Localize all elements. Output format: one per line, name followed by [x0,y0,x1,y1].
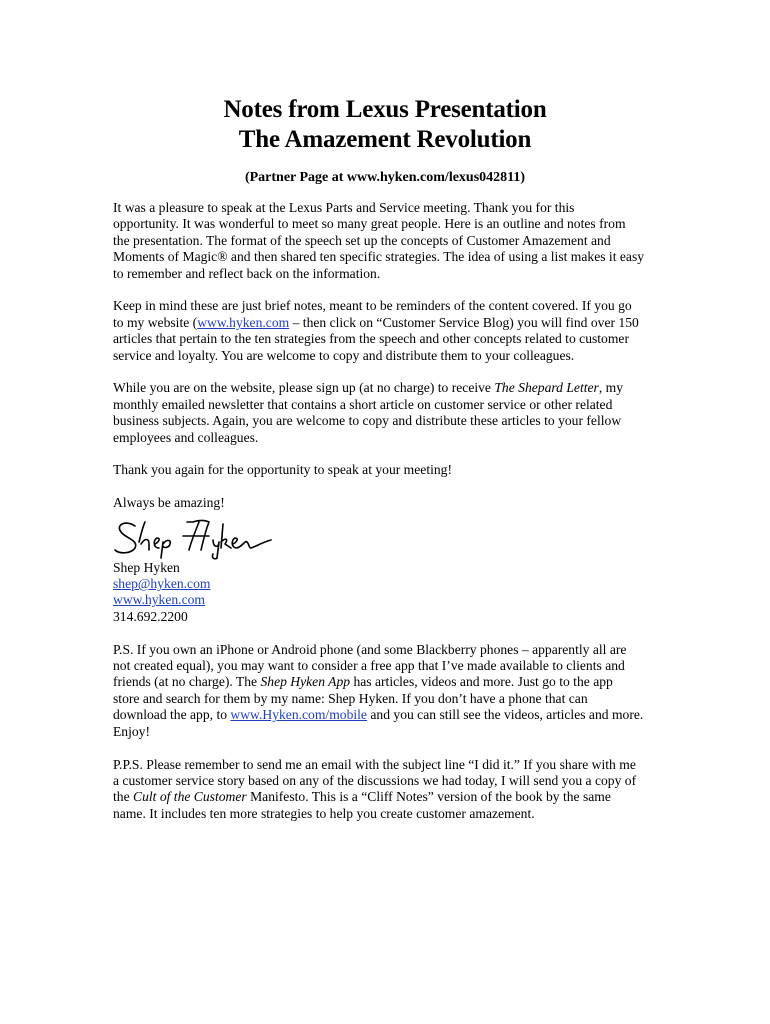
text-line [113,315,673,331]
text-line: monthly emailed newsletter that contains a short article on customer service or other related [113,396,613,412]
text-line: name. It includes ten more strategies to help you create customer amazement. [113,805,535,821]
text-line: P.P.S. Please remember to send me an email with the subject line “I did it.” If you share with me [113,756,636,772]
signature-block [113,495,673,625]
text-line: Moments of Magic® and then shared ten specific strategies. The idea of using a list makes it easy [113,249,645,265]
document-subtitle: (Partner Page at www.hyken.com/lexus042811) [244,170,526,185]
paragraph-intro [113,200,673,282]
text-fragment: the [113,789,134,805]
text-fragment: While you are on the website, please sign up (at no charge) to receive [113,380,495,396]
text-fragment: Manifesto. This is a “Cliff Notes” version of the book by the same [246,789,611,805]
book-title: Cult of the Customer [133,789,247,805]
signature-website-link[interactable]: www.hyken.com [113,592,205,608]
text-fragment: to my website ( [113,314,198,330]
text-fragment: download the app, to [113,707,231,723]
signer-name: Shep Hyken [113,559,180,575]
paragraph-pps [113,757,673,823]
text-fragment: – then click on “Customer Service Blog) you will find over 150 [289,314,639,330]
handwritten-signature [113,514,273,560]
text-line: store and search for them by my name: Shep Hyken. If you don’t have a phone that can [113,690,588,706]
text-line: to remember and reflect back on the information. [113,265,381,281]
app-name: Shep Hyken App [260,674,351,690]
text-line [113,707,673,723]
text-line [113,380,673,396]
email-link[interactable]: shep@hyken.com [113,576,211,592]
paragraph-newsletter [113,380,673,446]
document-title-line1: Notes from Lexus Presentation [223,96,547,123]
text-line: P.S. If you own an iPhone or Android phone (and some Blackberry phones – apparently all are [113,641,627,657]
text-line [113,674,673,690]
text-fragment: friends (at no charge). The [113,674,261,690]
text-line: business subjects. Again, you are welcome to copy and distribute these articles to your fellow [113,413,622,429]
mobile-link[interactable]: www.Hyken.com/mobile [230,707,367,723]
text-line: Thank you again for the opportunity to speak at your meeting! [113,462,453,478]
text-line: service and loyalty. You are welcome to copy and distribute them to your colleagues. [113,347,575,363]
text-line: employees and colleagues. [113,429,259,445]
text-line: Enjoy! [113,723,150,739]
text-fragment: , my [598,380,624,396]
text-fragment: has articles, videos and more. Just go to the app [350,674,613,690]
text-line: Keep in mind these are just brief notes, meant to be reminders of the content covered. If you go [113,298,632,314]
text-line: a customer service story based on any of the discussions we had today, I will send you a copy of [113,772,637,788]
paragraph-notes [113,298,673,364]
text-line [113,789,673,805]
website-link[interactable]: www.hyken.com [197,314,290,330]
text-line: the presentation. The format of the speech set up the concepts of Customer Amazement and [113,232,611,248]
closing-line: Always be amazing! [113,495,225,511]
letter-body [113,200,673,839]
document-title-line2: The Amazement Revolution [238,126,532,153]
text-fragment: and you can still see the videos, articles and more. [366,707,644,723]
text-line: It was a pleasure to speak at the Lexus Parts and Service meeting. Thank you for this [113,200,575,215]
text-line: articles that pertain to the ten strategies from the speech and other concepts related to customer [113,331,629,347]
newsletter-title: The Shepard Letter [494,380,599,396]
paragraph-thanks [113,462,673,478]
paragraph-ps [113,642,673,740]
text-line: not created equal), you may want to consider a free app that I’ve made available to clients and [113,658,625,674]
text-line: opportunity. It was wonderful to meet so many great people. Here is an outline and notes from [113,216,626,232]
phone-number: 314.692.2200 [113,608,188,624]
